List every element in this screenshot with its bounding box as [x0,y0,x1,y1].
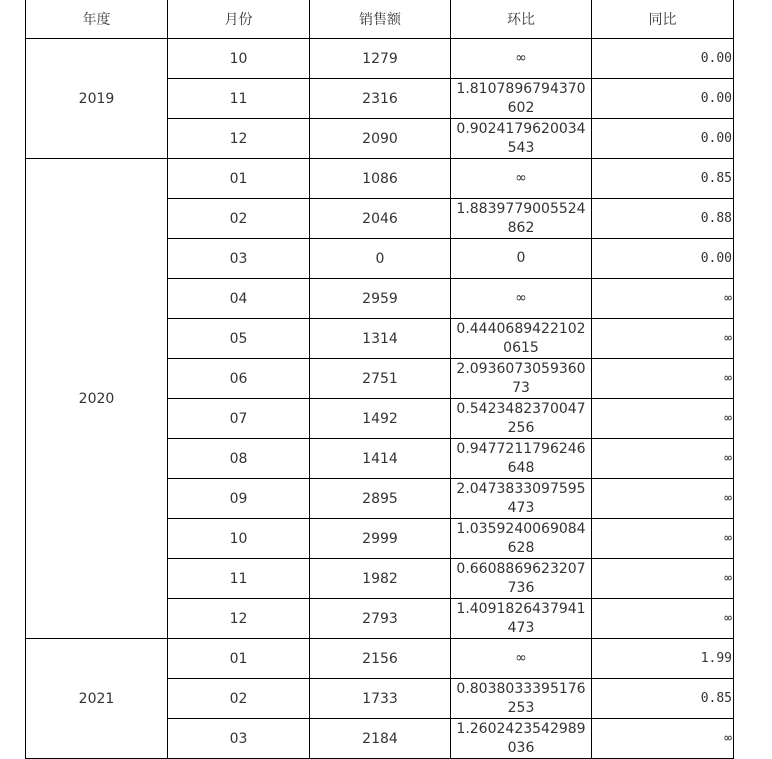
yoy-ratio-cell: 0.88 [592,199,734,239]
ring-ratio-cell: 2.0473833097595473 [451,479,592,519]
sales-cell: 1086 [310,159,451,199]
month-cell: 12 [168,119,310,159]
month-cell: 09 [168,479,310,519]
sales-cell: 1492 [310,399,451,439]
year-cell: 2019 [26,39,168,159]
sales-cell: 2090 [310,119,451,159]
month-cell: 01 [168,159,310,199]
ring-ratio-cell: 0.8038033395176253 [451,679,592,719]
year-cell: 2021 [26,639,168,759]
table-body [26,39,734,759]
yoy-ratio-cell: 0.00 [592,239,734,279]
ring-ratio-cell: 0.9024179620034543 [451,119,592,159]
header-row [26,0,734,39]
sales-cell: 1414 [310,439,451,479]
sales-cell: 2046 [310,199,451,239]
ring-ratio-cell: 2.093607305936073 [451,359,592,399]
sales-cell: 2156 [310,639,451,679]
yoy-ratio-cell: ∞ [592,479,734,519]
ring-ratio-cell: ∞ [451,159,592,199]
month-cell: 02 [168,679,310,719]
yoy-ratio-cell: ∞ [592,599,734,639]
sales-cell: 2184 [310,719,451,759]
table-row [26,39,734,79]
yoy-ratio-cell: 0.00 [592,39,734,79]
sales-cell: 0 [310,239,451,279]
ring-ratio-cell: ∞ [451,279,592,319]
month-cell: 07 [168,399,310,439]
yoy-ratio-cell: 0.85 [592,159,734,199]
yoy-ratio-cell: ∞ [592,559,734,599]
yoy-ratio-cell: ∞ [592,719,734,759]
yoy-ratio-cell: ∞ [592,519,734,559]
month-cell: 10 [168,519,310,559]
sales-cell: 1314 [310,319,451,359]
table-row [26,159,734,199]
ring-ratio-cell: 0.6608869623207736 [451,559,592,599]
month-cell: 11 [168,79,310,119]
ring-ratio-cell: 0 [451,239,592,279]
sales-cell: 2751 [310,359,451,399]
month-cell: 03 [168,719,310,759]
yoy-ratio-cell: 0.00 [592,79,734,119]
month-cell: 06 [168,359,310,399]
ring-ratio-cell: ∞ [451,39,592,79]
yoy-ratio-cell: ∞ [592,279,734,319]
ring-ratio-cell: 0.44406894221020615 [451,319,592,359]
month-cell: 12 [168,599,310,639]
sales-cell: 2959 [310,279,451,319]
yoy-ratio-cell: ∞ [592,319,734,359]
ring-ratio-cell: 1.4091826437941473 [451,599,592,639]
ring-ratio-cell: 0.9477211796246648 [451,439,592,479]
sales-cell: 1733 [310,679,451,719]
ring-ratio-cell: 1.8839779005524862 [451,199,592,239]
sales-cell: 2999 [310,519,451,559]
month-cell: 01 [168,639,310,679]
header-sales: 销售额 [310,0,451,39]
header-year: 年度 [26,0,168,39]
sales-cell: 2793 [310,599,451,639]
ring-ratio-cell: 0.5423482370047256 [451,399,592,439]
month-cell: 05 [168,319,310,359]
month-cell: 02 [168,199,310,239]
yoy-ratio-cell: 1.99 [592,639,734,679]
header-ring-ratio: 环比 [451,0,592,39]
yoy-ratio-cell: ∞ [592,359,734,399]
sales-cell: 2316 [310,79,451,119]
sales-table-container [25,0,733,759]
yoy-ratio-cell: 0.85 [592,679,734,719]
header-month: 月份 [168,0,310,39]
ring-ratio-cell: 1.8107896794370602 [451,79,592,119]
year-cell: 2020 [26,159,168,639]
month-cell: 10 [168,39,310,79]
yoy-ratio-cell: ∞ [592,399,734,439]
yoy-ratio-cell: ∞ [592,439,734,479]
month-cell: 03 [168,239,310,279]
month-cell: 04 [168,279,310,319]
ring-ratio-cell: ∞ [451,639,592,679]
sales-table [25,0,734,759]
sales-cell: 1279 [310,39,451,79]
header-yoy-ratio: 同比 [592,0,734,39]
yoy-ratio-cell: 0.00 [592,119,734,159]
ring-ratio-cell: 1.0359240069084628 [451,519,592,559]
table-row [26,639,734,679]
sales-cell: 1982 [310,559,451,599]
sales-cell: 2895 [310,479,451,519]
month-cell: 08 [168,439,310,479]
month-cell: 11 [168,559,310,599]
ring-ratio-cell: 1.2602423542989036 [451,719,592,759]
